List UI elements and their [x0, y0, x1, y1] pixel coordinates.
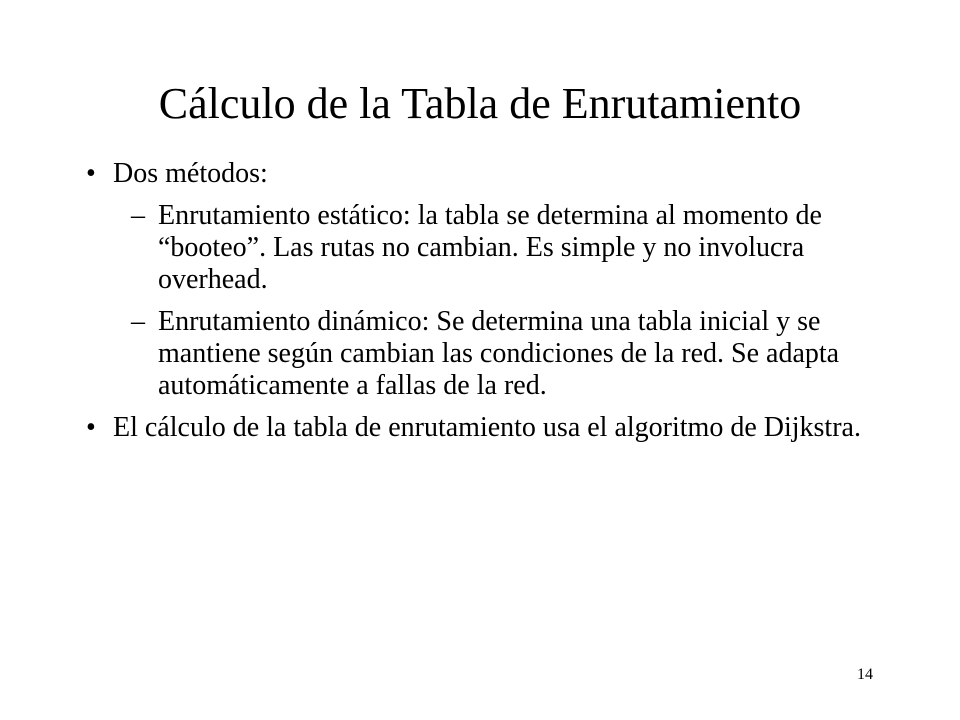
bullet-marker: •	[86, 158, 96, 189]
bullet-text: El cálculo de la tabla de enrutamiento usa el algoritmo de Dijkstra.	[113, 412, 861, 443]
bullet-text: Dos métodos:	[113, 158, 268, 189]
slide-title: Cálculo de la Tabla de Enrutamiento	[158, 79, 802, 128]
bullet-marker: •	[86, 412, 96, 443]
sub-bullet-text: Enrutamiento dinámico: Se determina una tabla inicial y se mantiene según cambian las condiciones de la red. Se adapta automáticamente a fallas de la red.	[158, 306, 840, 401]
sub-bullet-marker: –	[131, 306, 145, 337]
page-number: 14	[857, 666, 873, 683]
sub-bullet-marker: –	[131, 200, 145, 231]
slide-content	[86, 158, 886, 454]
sub-bullet-item	[131, 306, 858, 402]
bullet-item	[86, 158, 886, 190]
sub-bullet-item	[131, 200, 858, 296]
sub-bullet-text: Enrutamiento estático: la tabla se determina al momento de “booteo”. Las rutas no cambian. Es simple y no involucra overhead.	[158, 200, 822, 295]
bullet-item	[86, 412, 886, 444]
